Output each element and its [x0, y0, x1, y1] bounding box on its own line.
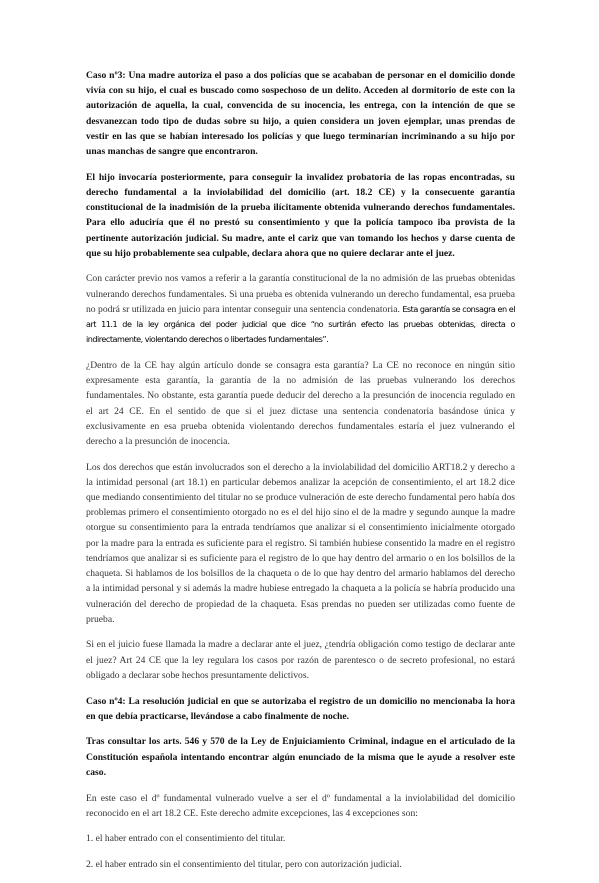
handwritten-style-quote: Esta garantía se consagra en el art 11.1 de la ley orgánica del poder judicial que dice “no surtirán efecto las pruebas obtenidas, directa o indirectamente, violentando derechos o libertades fundamentales”.	[86, 303, 515, 345]
answer-paragraph-5: En este caso el dº fundamental vulnerado vuelve a ser el dº fundamental a la inviolabilidad del domicilio reconocido en el art 18.2 CE. Este derecho admite excepciones, las 4 excepciones son:	[86, 792, 515, 819]
caso4-question-paragraph: Tras consultar los arts. 546 y 570 de la Ley de Enjuiciamiento Criminal, indague en el articulado de la Constitución española intentando encontrar algún enunciado de la misma que le ayude a resolver este caso.	[86, 736, 515, 778]
caso4-paragraph: Caso nº4: La resolución judicial en que se autorizaba el registro de un domicilio no mencionaba la hora en que debía practicarse, llevándose a cabo finalmente de noche.	[86, 695, 515, 722]
answer-paragraph-3: Los dos derechos que están involucrados son el derecho a la inviolabilidad del domicilio ART18.2 y derecho a la intimidad personal (art 18.1) en particular debemos analizar la acepción de consentimiento, el art 18.2 dice que mediando consentimiento del titular no se produce vulneración de este derecho fundamental pero había dos problemas primero el consentimiento otorgado no es el del hijo sino el de la madre y segundo aunque la madre otorgue su consentimiento para la entrada tendríamos que analizar si el consentimiento inicialmente otorgado por la madre para la entrada es suficiente para el registro. Si también hubiese consentido la madre en el registro tendríamos que analizar si es suficiente para el registro de lo que hay dentro del armario o en los bolsillos de la chaqueta. Si hablamos de los bolsillos de la chaqueta o de lo que hay dentro del armario hablamos del derecho a la intimidad personal y si además la madre hubiese entregado la chaqueta a la policía se habría producido una vulneración del derecho de propiedad de la chaqueta. Esas prendas no pueden ser utilizadas como fuente de prueba.	[86, 461, 515, 625]
answer-paragraph-1-text: Con carácter previo nos vamos a referir a la garantía constitucional de la no admisión de las pruebas obtenidas vulnerando derechos fundamentales. Si una prueba es obtenida vulnerando un derecho fundamental, esa prueba no podrá sr utilizada en juicio para intentar conseguir una sentencia condenatoria.	[86, 273, 515, 315]
list-item: 1. el haber entrado con el consentimiento del titular.	[86, 833, 286, 845]
caso3-continuation-paragraph: El hijo invocaría posteriormente, para conseguir la invalidez probatoria de las ropas encontradas, su derecho fundamental a la inviolabilidad del domicilio (art. 18.2 CE) y la consecuente garantía constitucional de la inadmisión de la prueba ilícitamente obtenida vulnerando derechos fundamentales. Para ello aduciría que él no prestó su consentimiento y que la policía tampoco iba provista de la pertinente autorización judicial. Su madre, ante el cariz que van tomando los hechos y darse cuenta de que su hijo probablemente sea culpable, declara ahora que no quiere declarar ante el juez.	[86, 171, 515, 259]
list-item: 2. el haber entrado sin el consentimiento del titular, pero con autorización judicial.	[86, 859, 402, 871]
document-page	[86, 68, 515, 883]
answer-paragraph-4: Si en el juicio fuese llamada la madre a declarar ante el juez, ¿tendría obligación como testigo de declarar ante el juez? Art 24 CE que la ley regulara los casos por razón de parentesco o de secreto profesional, no estará obligado a declarar sobe hechos presuntamente delictivos.	[86, 639, 515, 681]
answer-paragraph-1	[86, 271, 515, 347]
caso3-paragraph: Caso nº3: Una madre autoriza el paso a dos policías que se acababan de personar en el domicilio donde vivía con su hijo, el cual es buscado como sospechoso de un delito. Acceden al dormitorio de este con la autorización de aquella, la cual, convencida de su inocencia, les entrega, con la intención de que se desvanezcan todo tipo de dudas sobre su hijo, a quien considera un joven ejemplar, unas prendas de vestir en las que se habían interesado los policías y que luego terminarían incriminando a su hijo por unas manchas de sangre que encontraron.	[86, 70, 515, 158]
answer-paragraph-2: ¿Dentro de la CE hay algún artículo donde se consagra esta garantía? La CE no reconoce en ningún sitio expresamente esta garantía, la garantía de la no admisión de las pruebas vulnerando los derechos fundamentales. No obstante, esta garantía puede deducir del derecho a la presunción de inocencia regulado en el art 24 CE. En el sentido de que si el juez dictase una sentencia condenatoria basándose única y exclusivamente en esa prueba obtenida violentando derechos fundamentales estaría el juez vulnerando el derecho a la presunción de inocencia.	[86, 359, 515, 447]
